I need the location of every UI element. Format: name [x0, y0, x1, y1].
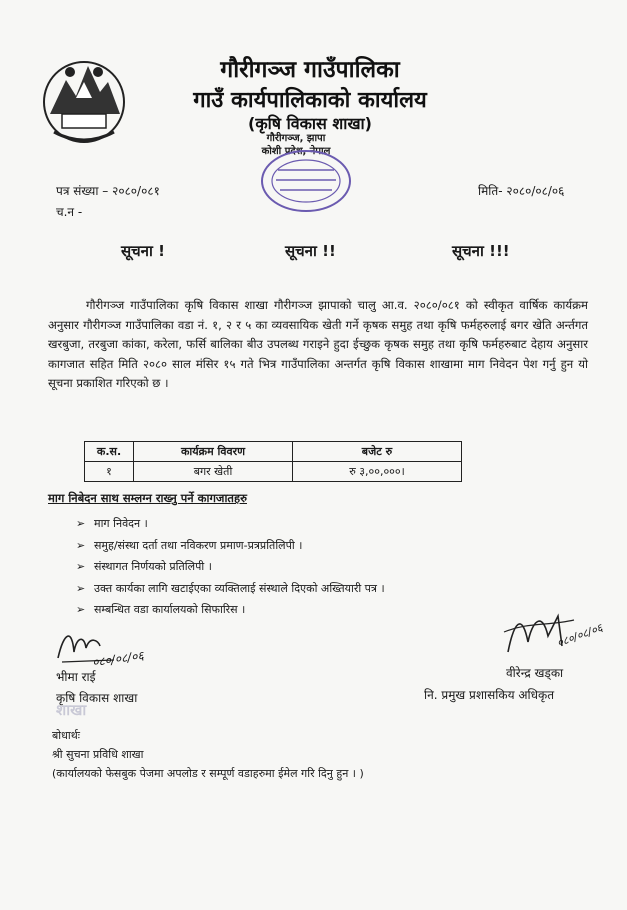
notice-heading-1: सूचना ! — [121, 242, 165, 260]
right-handwritten-date: ०८०/०८/०६ — [555, 621, 605, 650]
col-header-program: कार्यक्रम विवरण — [134, 442, 293, 462]
nepal-emblem-icon — [40, 52, 128, 146]
office-name: गाउँ कार्यपालिकाको कार्यालय — [193, 88, 427, 113]
right-signatory-title: नि. प्रमुख प्रशासकिय अधिकृत — [424, 688, 555, 702]
notice-heading-3: सूचना !!! — [452, 242, 510, 260]
address-line-1: गौरीगञ्ज, झापा — [266, 133, 326, 144]
left-signatory-dept: कृषि विकास शाखा — [56, 691, 138, 705]
arrow-icon: ➢ — [76, 560, 86, 573]
cc-note: (कार्यालयको फेसबुक पेजमा अपलोड र सम्पूर्ण वडाहरुमा ईमेल गरि दिनु हुन । ) — [52, 767, 364, 780]
letter-number: पत्र संख्या – २०८०/०८१ — [56, 184, 160, 198]
requirements-title: माग निबेदन साथ सम्लग्न राख्नु पर्ने कागजातहरु — [48, 491, 247, 505]
table-header-row — [85, 442, 462, 462]
cell-program: बगर खेती — [134, 462, 293, 482]
budget-table — [84, 441, 462, 482]
arrow-icon: ➢ — [76, 603, 86, 616]
col-header-sn: क.स. — [85, 442, 134, 462]
letter-date: मिति- २०८०/०८/०६ — [478, 184, 565, 198]
faint-stamp-text: शाखा — [56, 701, 87, 719]
arrow-icon: ➢ — [76, 538, 86, 552]
dispatch-number: च.न - — [56, 205, 83, 219]
list-item: ➢ सम्बन्धित वडा कार्यालयको सिफारिस । — [76, 603, 246, 616]
col-header-budget: बजेट रु — [293, 442, 462, 462]
address-line-2: कोशी प्रदेश, नेपाल — [261, 146, 331, 157]
notice-heading-2: सूचना !! — [285, 242, 336, 260]
notice-body: गौरीगञ्ज गाउँपालिका कृषि विकास शाखा गौरीगञ्ज झापाको चालु आ.व. २०८०/०८१ को स्वीकृत वार्षिक कार्यक्रम अनुसार गौरीगञ्ज गाउँपालिका वडा नं. १, २ र ५ का व्यवसायिक खेती गर्ने कृषक समुह तथा कृषि फर्महरुलाई बगर खेति अर्न्तगत खरबुजा, तरबुजा कांका, करेला, फर्सि बालिका बीउ उपलब्ध गराइने हुदा ईच्छुक कृषक समुह तथा कृषि फर्महरुबाट देहाय अनुसार कागजात सहित मिति २०८० साल मंसिर १५ गते भित्र गाउँपालिका अन्तर्गत कृषि विकास शाखामा माग निवेदन पेश गर्नु हुन यो सूचना प्रकाशित गरिएको छ । — [48, 298, 588, 390]
cell-budget: रु ३,००,०००। — [293, 462, 462, 482]
list-item: ➢ संस्थागत निर्णयको प्रतिलिपी । — [76, 560, 212, 573]
table-row — [85, 462, 462, 482]
right-signatory-name: वीरेन्द्र खड्का — [506, 666, 564, 680]
left-signatory-name: भीमा राई — [56, 670, 96, 684]
list-item: ➢ उक्त कार्यका लागि खटाईएका व्यक्तिलाई संस्थाले दिएको अख्तियारी पत्र । — [76, 581, 385, 595]
requirements-list — [76, 516, 385, 624]
left-handwritten-date: ०८०/०८/०६ — [91, 648, 145, 670]
arrow-icon: ➢ — [76, 581, 86, 595]
section-name: (कृषि विकास शाखा) — [248, 114, 372, 133]
list-item: ➢ समुह/संस्था दर्ता तथा नविकरण प्रमाण-प्रत्रप्रतिलिपी । — [76, 538, 303, 552]
arrow-icon: ➢ — [76, 517, 86, 530]
municipality-name: गौरीगञ्ज गाउँपालिका — [220, 57, 400, 83]
office-stamp — [258, 148, 354, 214]
cc-recipient: श्री सुचना प्रविधि शाखा — [52, 748, 144, 761]
cc-label: बोधार्थः — [52, 729, 80, 742]
cell-sn: १ — [85, 462, 134, 482]
list-item: ➢ माग निवेदन । — [76, 517, 148, 530]
